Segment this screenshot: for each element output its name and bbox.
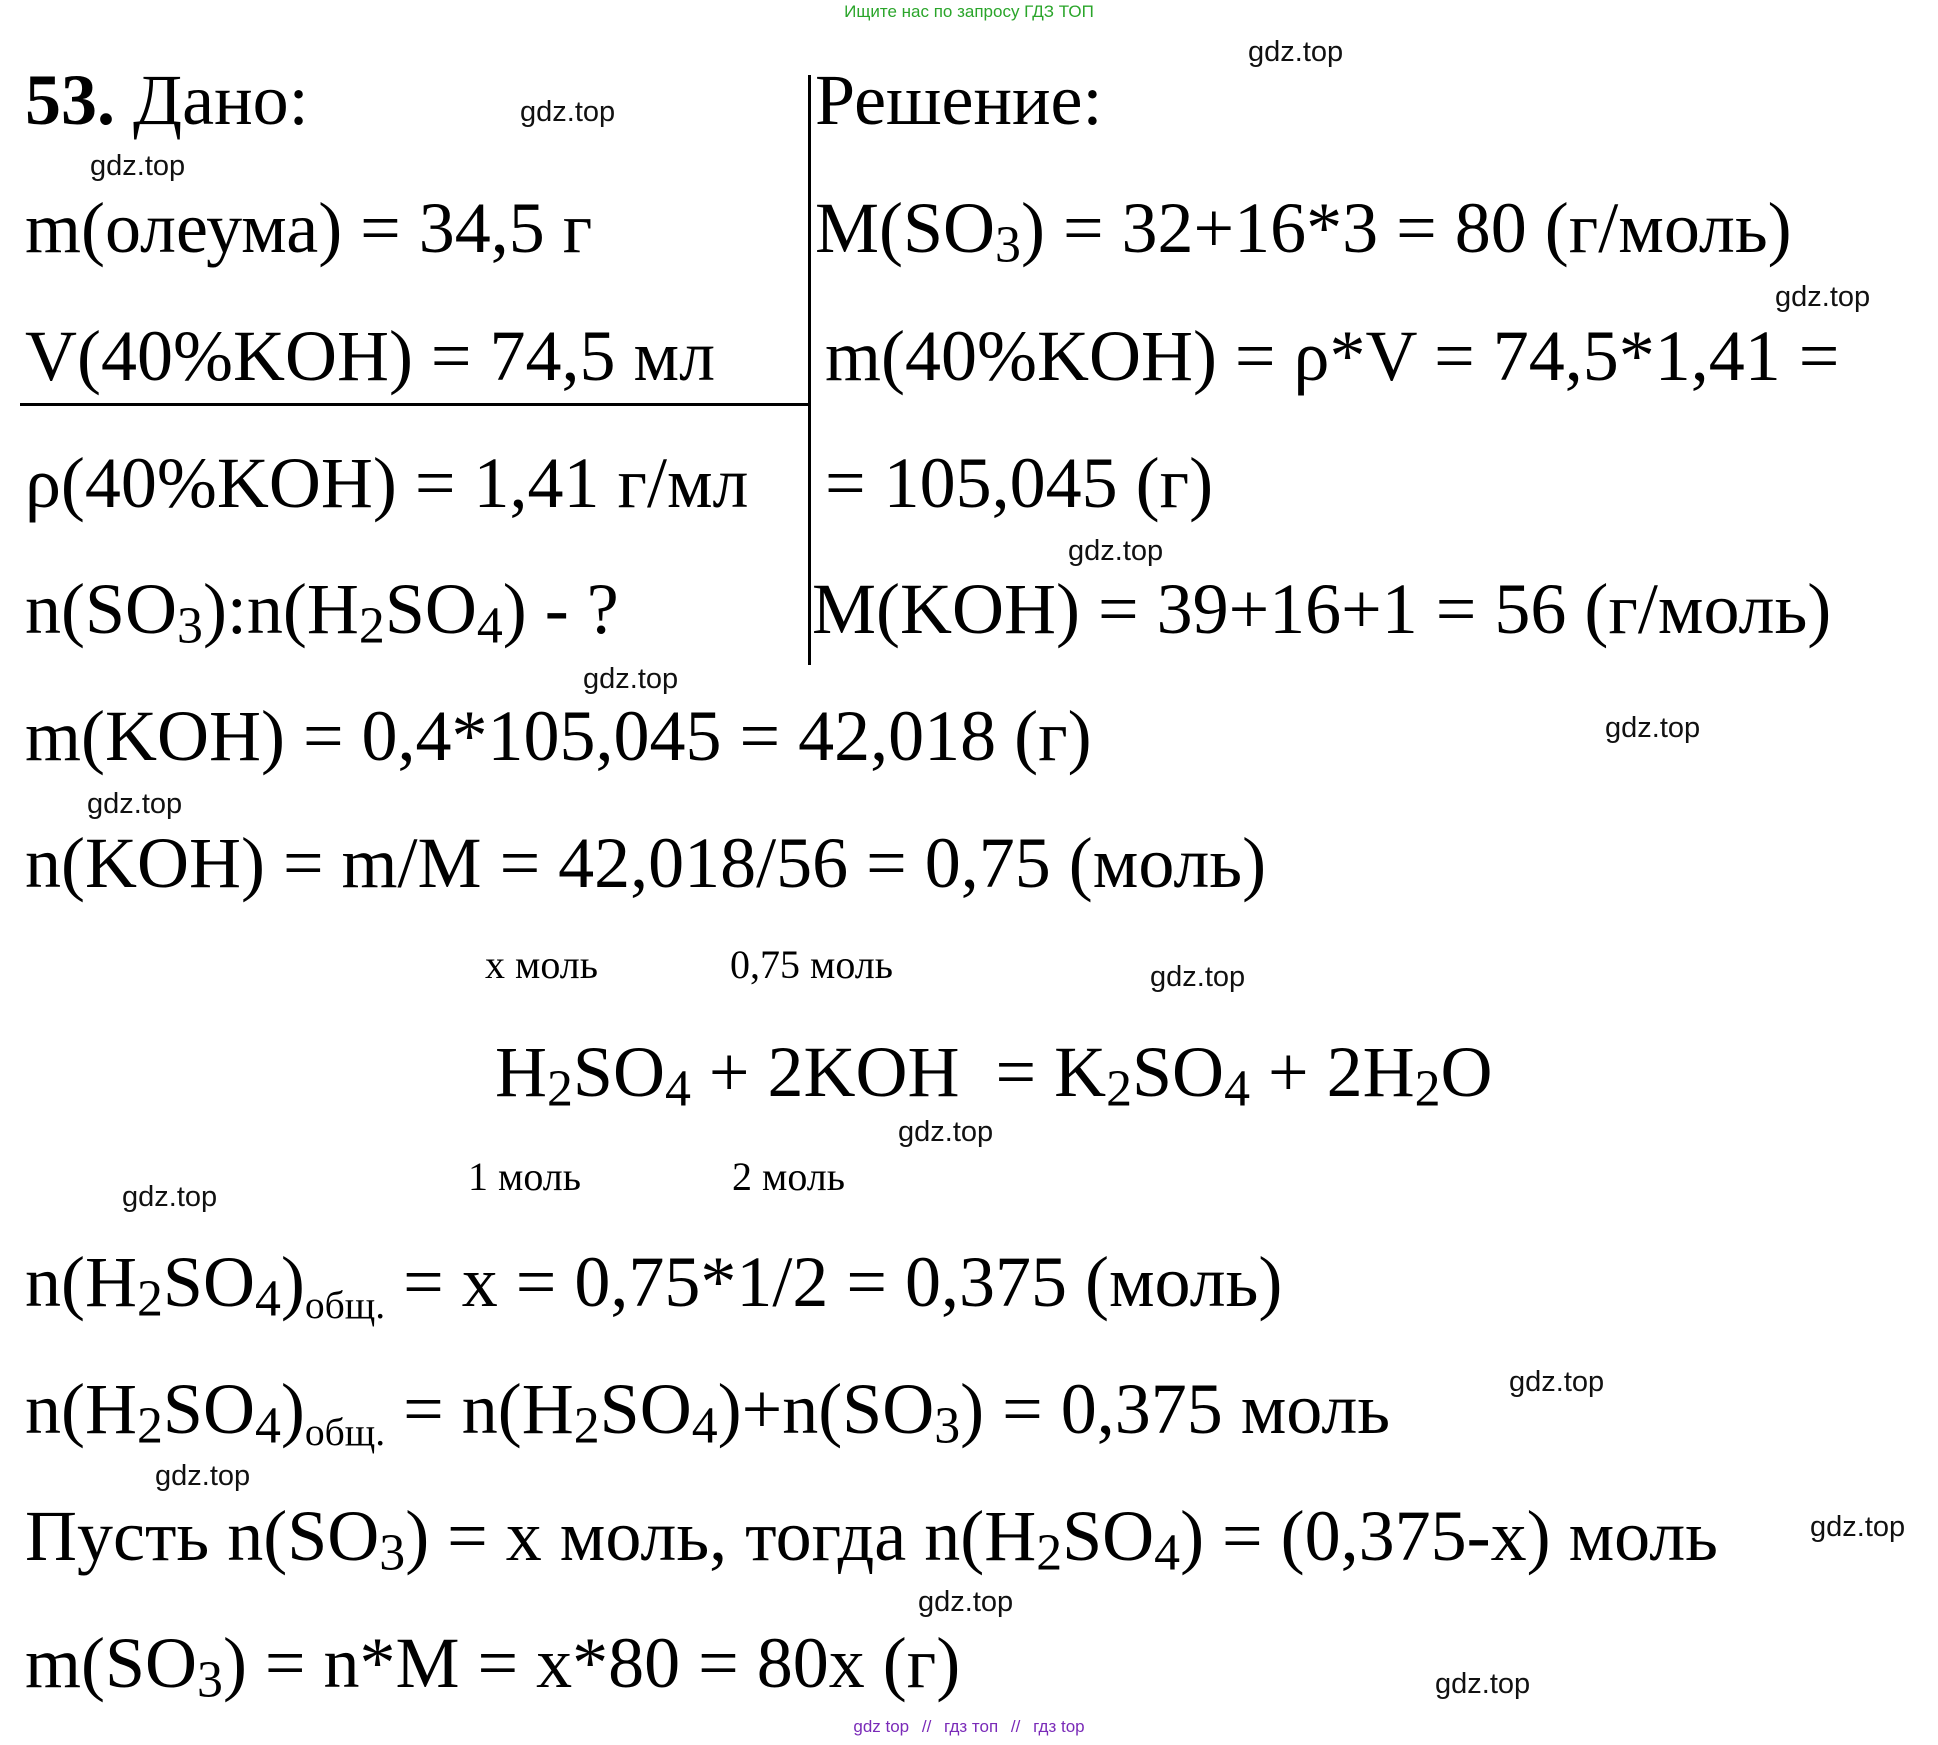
- solution-m-so3-molar: M(SO3) = 32+16*3 = 80 (г/моль): [815, 188, 1792, 274]
- search-hint: Ищите нас по запросу ГДЗ ТОП: [844, 2, 1094, 21]
- given-title: Дано:: [133, 60, 309, 140]
- footer-link[interactable]: gdz top: [853, 1717, 910, 1736]
- equation-above-h2so4: х моль: [485, 942, 598, 987]
- watermark: gdz.top: [155, 1460, 251, 1492]
- given-divider-horizontal: [20, 403, 810, 406]
- solution-n-h2so4-sum: n(H2SO4)общ. = n(H2SO4)+n(SO3) = 0,375 моль: [25, 1369, 1391, 1455]
- reaction-equation: H2SO4 + 2KOH = K2SO4 + 2H2O: [495, 1032, 1493, 1118]
- given-solution-divider-vertical: [808, 75, 811, 665]
- footer-separator: //: [1010, 1717, 1021, 1736]
- watermark: gdz.top: [520, 96, 616, 128]
- solution-let: Пусть n(SO3) = x моль, тогда n(H2SO4) = (0,375-x) моль: [25, 1496, 1718, 1582]
- given-rho-koh: ρ(40%KOH) = 1,41 г/мл: [25, 443, 749, 523]
- watermark: gdz.top: [898, 1116, 994, 1148]
- watermark: gdz.top: [1509, 1366, 1605, 1398]
- equation-below-h2so4: 1 моль: [468, 1154, 581, 1199]
- given-m-oleum: m(олеума) = 34,5 г: [25, 188, 593, 268]
- footer-link[interactable]: гдз топ: [944, 1717, 999, 1736]
- watermark: gdz.top: [1435, 1668, 1531, 1700]
- solution-m-koh-solution-result: = 105,045 (г): [825, 443, 1214, 523]
- given-header: [25, 60, 309, 140]
- solution-m-koh-molar: M(KOH) = 39+16+1 = 56 (г/моль): [812, 569, 1832, 649]
- watermark: gdz.top: [1605, 712, 1701, 744]
- footer-links: [0, 1717, 1938, 1737]
- solution-m-koh: m(KOH) = 0,4*105,045 = 42,018 (г): [25, 696, 1092, 776]
- watermark: gdz.top: [918, 1586, 1014, 1618]
- watermark: gdz.top: [90, 150, 186, 182]
- watermark: gdz.top: [1810, 1511, 1906, 1543]
- solution-n-koh: n(KOH) = m/M = 42,018/56 = 0,75 (моль): [25, 823, 1267, 903]
- given-find: n(SO3):n(H2SO4) - ?: [25, 569, 619, 655]
- solution-m-koh-solution: m(40%KOH) = ρ*V = 74,5*1,41 =: [825, 316, 1840, 396]
- equation-below-koh: 2 моль: [732, 1154, 845, 1199]
- watermark: gdz.top: [1775, 281, 1871, 313]
- watermark: gdz.top: [87, 788, 183, 820]
- watermark: gdz.top: [1068, 535, 1164, 567]
- equation-above-koh: 0,75 моль: [730, 942, 893, 987]
- problem-number: 53.: [25, 60, 115, 140]
- solution-m-so3: m(SO3) = n*M = x*80 = 80x (г): [25, 1623, 961, 1709]
- solution-title: Решение:: [815, 60, 1103, 140]
- watermark: gdz.top: [1248, 36, 1344, 68]
- watermark: gdz.top: [1150, 961, 1246, 993]
- footer-separator: //: [921, 1717, 932, 1736]
- given-v-koh: V(40%KOH) = 74,5 мл: [25, 316, 716, 396]
- solution-n-h2so4-total: n(H2SO4)общ. = x = 0,75*1/2 = 0,375 (моль): [25, 1242, 1283, 1328]
- watermark: gdz.top: [122, 1181, 218, 1213]
- footer-link[interactable]: гдз top: [1033, 1717, 1085, 1736]
- watermark: gdz.top: [583, 663, 679, 695]
